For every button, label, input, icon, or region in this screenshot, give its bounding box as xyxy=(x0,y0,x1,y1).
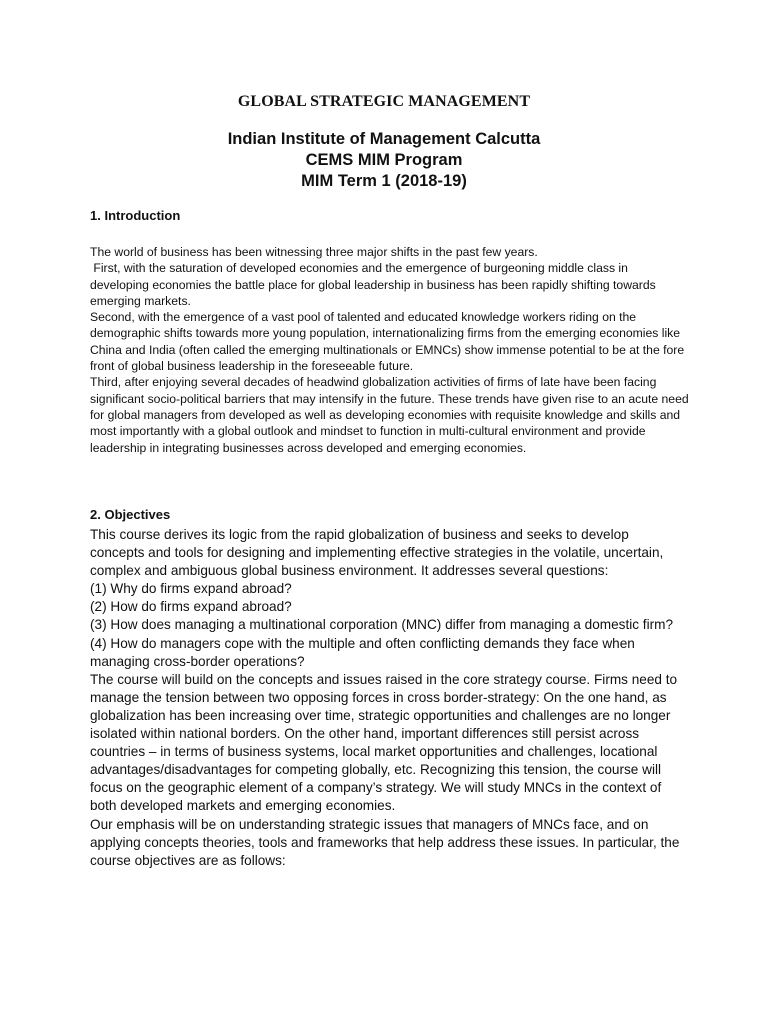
program-name: CEMS MIM Program xyxy=(305,151,463,169)
introduction-paragraph: First, with the saturation of developed economies and the emergence of burgeoning middle class in developing economies the battle place for global leadership in business has been rapidly shifting towards emerging markets. xyxy=(90,261,660,308)
objectives-paragraph: The course will build on the concepts and issues raised in the core strategy course. Firms need to manage the tension between two opposing forces in cross border-strategy: On the one hand, as globalization has been increasing over time, strategic opportunities and challenges are no longer isolated within national borders. On the other hand, important differences still persist across countries – in terms of business systems, local market opportunities and challenges, locational advantages/disadvantages for competing globally, etc. Recognizing this tension, the course will focus on the geographic element of a company’s strategy. We will study MNCs in the context of both developed markets and emerging economies. xyxy=(90,671,678,814)
term-name: MIM Term 1 (2018-19) xyxy=(301,172,467,190)
institute-name: Indian Institute of Management Calcutta xyxy=(227,130,541,148)
objectives-body xyxy=(90,526,680,870)
objectives-heading: 2. Objectives xyxy=(90,507,171,522)
objectives-paragraph: Our emphasis will be on understanding strategic issues that managers of MNCs face, and on applying concepts theories, tools and frameworks that help address these issues. In particular, the course objectives are as follows: xyxy=(90,816,680,868)
objectives-question: (3) How does managing a multinational corporation (MNC) differ from managing a domestic firm? xyxy=(90,617,674,633)
objectives-question: (2) How do firms expand abroad? xyxy=(90,599,292,615)
introduction-paragraph: Second, with the emergence of a vast pool of talented and educated knowledge workers riding on the demographic shifts towards more young population, internationalizing firms from the emerging economies like China and India (often called the emerging multinationals or EMNCs) show immense potential to be at the fore front of global business leadership in the foreseeable future. xyxy=(90,310,685,374)
document-title: GLOBAL STRATEGIC MANAGEMENT xyxy=(237,93,531,110)
introduction-body xyxy=(90,244,690,456)
introduction-paragraph: The world of business has been witnessing three major shifts in the past few years. xyxy=(90,245,538,259)
objectives-paragraph: This course derives its logic from the rapid globalization of business and seeks to develop concepts and tools for designing and implementing effective strategies in the volatile, uncertain, complex and ambiguous global business environment. It addresses several questions: xyxy=(90,527,664,579)
objectives-question: (1) Why do firms expand abroad? xyxy=(90,581,292,597)
introduction-heading: 1. Introduction xyxy=(90,208,181,223)
objectives-question: (4) How do managers cope with the multiple and often conflicting demands they face when managing cross-border operations? xyxy=(90,635,635,669)
introduction-paragraph: Third, after enjoying several decades of headwind globalization activities of firms of late have been facing significant socio-political barriers that may intensify in the future. These trends have given rise to an acute need for global managers from developed as well as developing economies with requisite knowledge and skills and most importantly with a global outlook and mindset to function in multi-cultural environment and provide leadership in integrating businesses across developed and emerging economies. xyxy=(90,375,689,455)
